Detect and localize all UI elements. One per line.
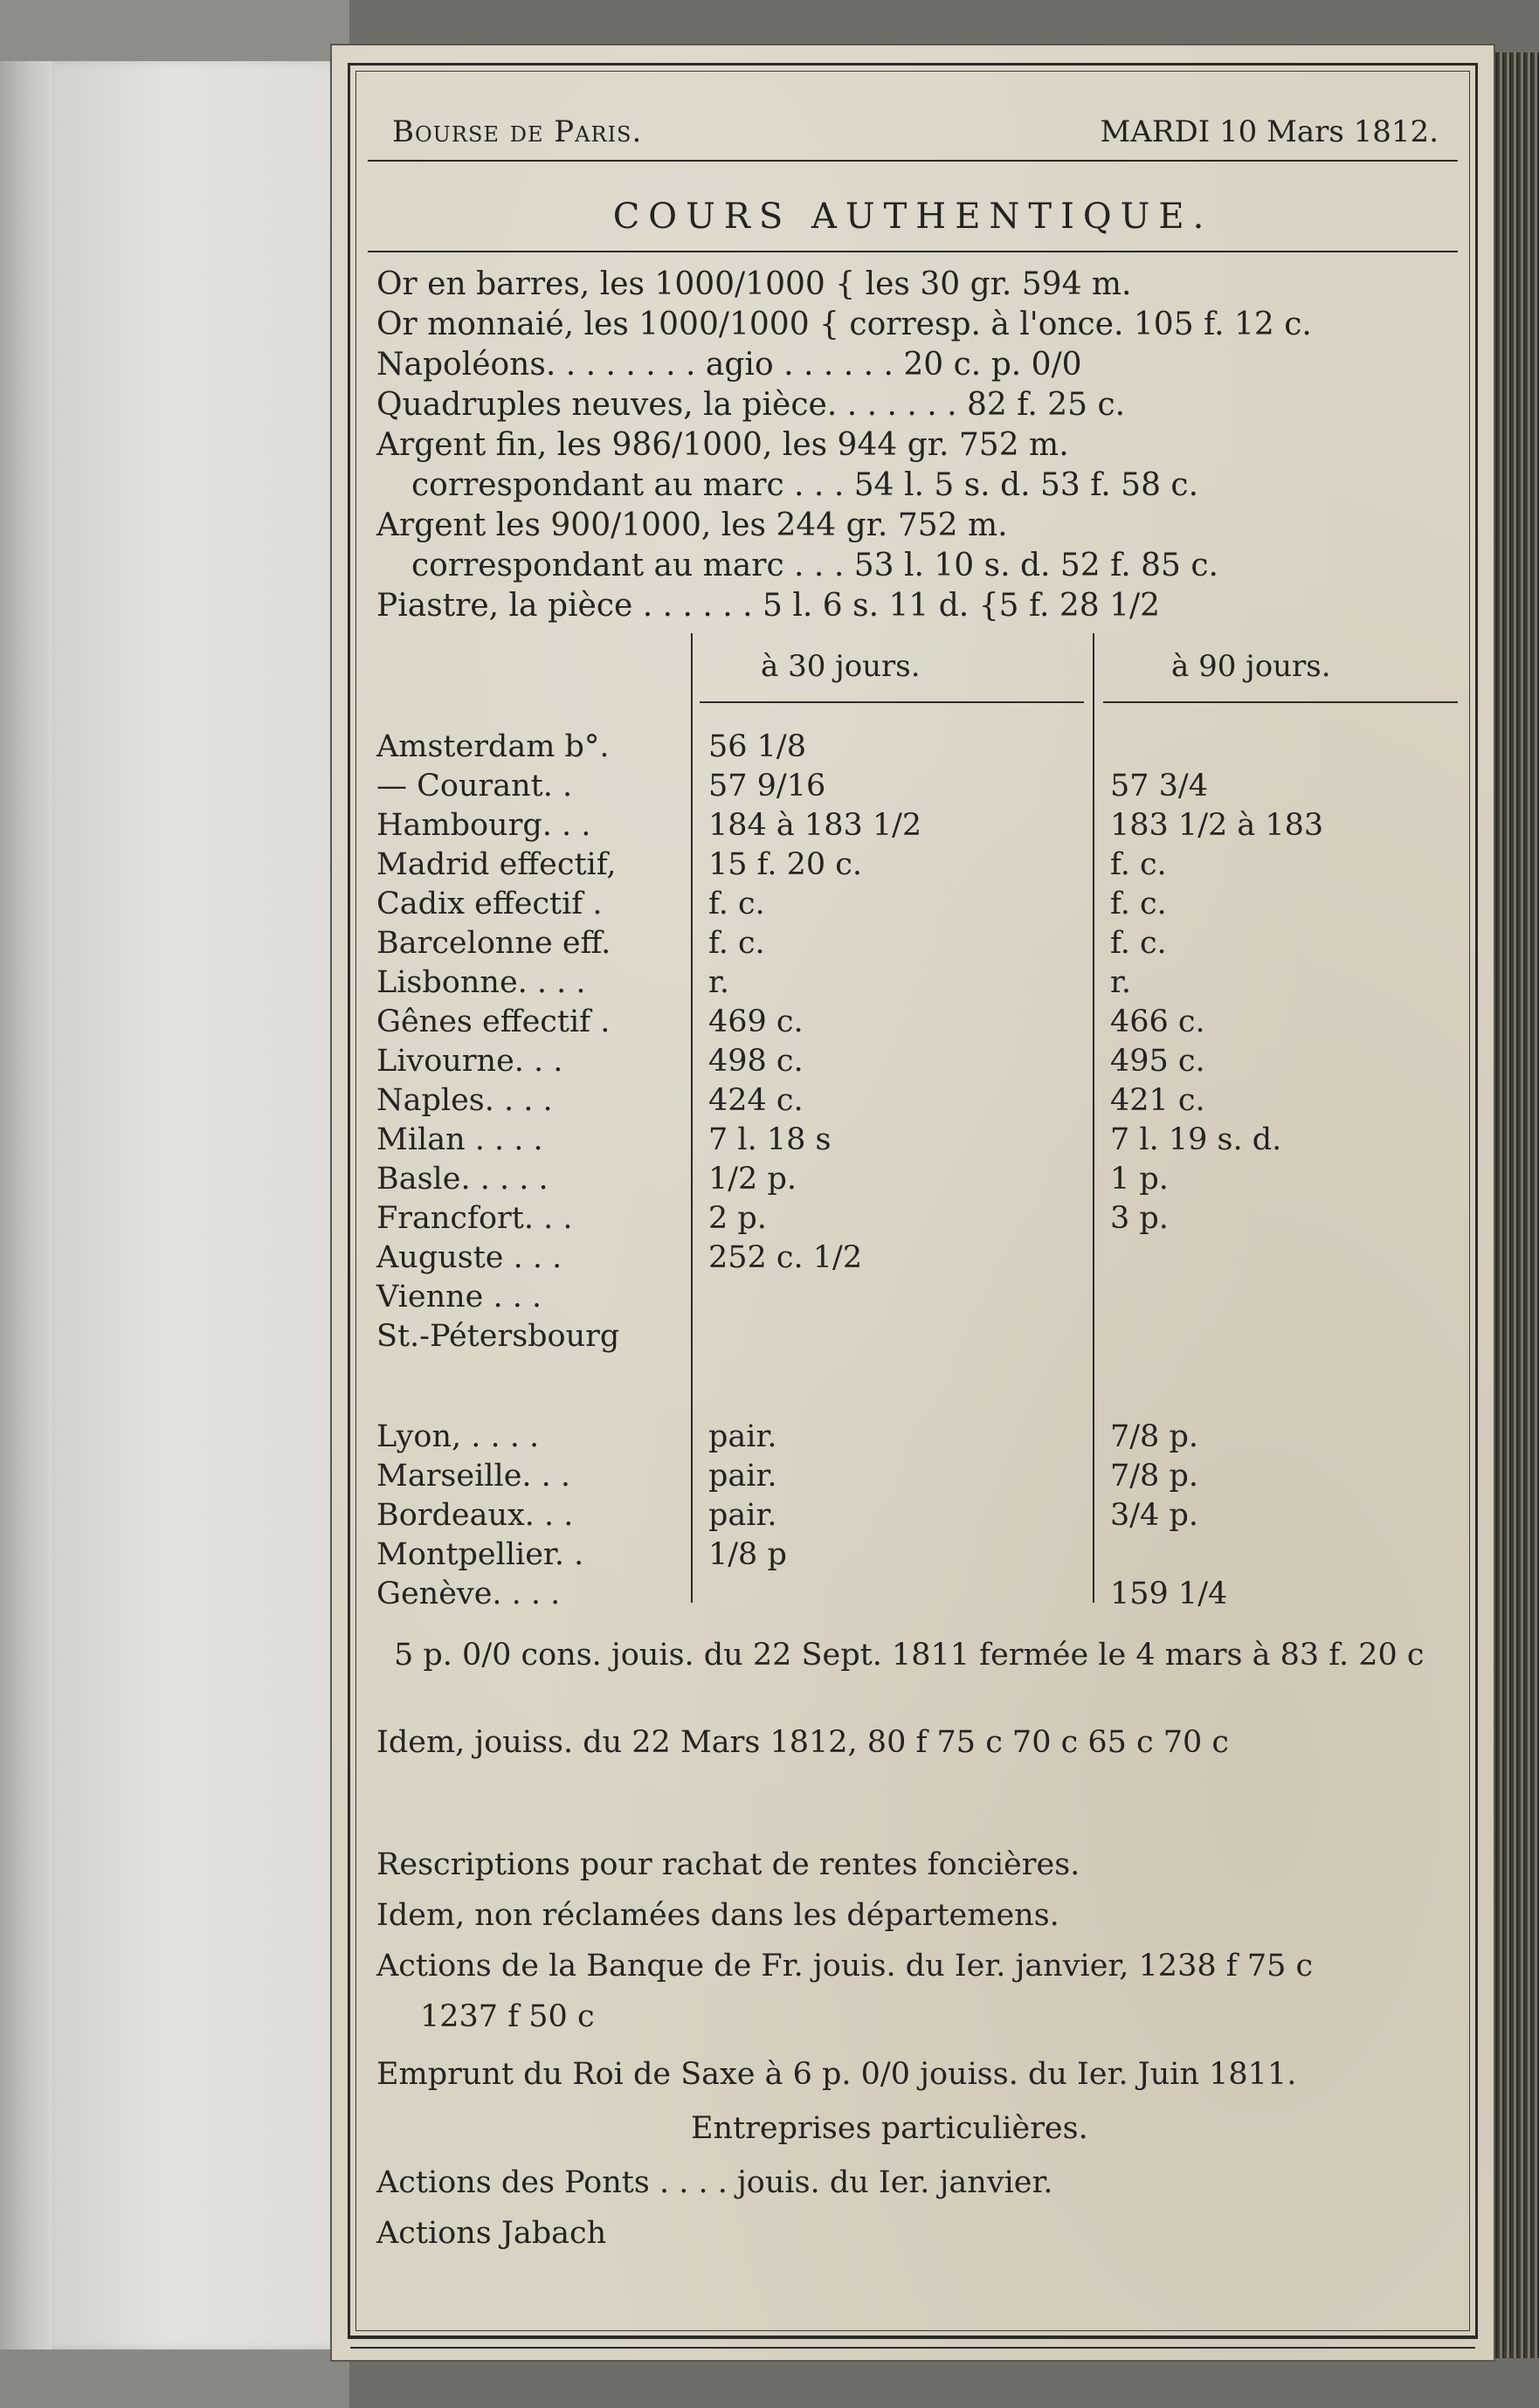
exchange-place: — Courant. . — [376, 769, 573, 804]
exchange-place: Basle. . . . . — [376, 1162, 549, 1197]
header-left: Bourse de Paris. — [392, 114, 643, 149]
domestic-rate-90: 7/8 p. — [1110, 1459, 1198, 1494]
rate-90: f. c. — [1110, 887, 1167, 921]
metal-line: Argent les 900/1000, les 244 gr. 752 m. — [376, 507, 1008, 543]
rate-30: 56 1/8 — [708, 729, 806, 764]
rate-30: f. c. — [708, 887, 765, 921]
domestic-rate-90: 3/4 p. — [1110, 1498, 1198, 1533]
exchange-place: Livourne. . . — [376, 1044, 563, 1079]
exchange-place: Milan . . . . — [376, 1122, 543, 1157]
emprunt-line: Emprunt du Roi de Saxe à 6 p. 0/0 jouiss. du Ier. Juin 1811. — [376, 2057, 1297, 2092]
domestic-rate-30: pair. — [708, 1459, 777, 1494]
header-right: MARDI 10 Mars 1812. — [1100, 114, 1439, 149]
domestic-rate-30: pair. — [708, 1498, 777, 1533]
rate-90: f. c. — [1110, 926, 1167, 961]
domestic-rate-30: 1/8 p — [708, 1537, 787, 1572]
metal-line: Or en barres, les 1000/1000 { les 30 gr. 594 m. — [376, 266, 1132, 302]
metal-line: Or monnaié, les 1000/1000 { corresp. à l'once. 105 f. 12 c. — [376, 307, 1312, 342]
rate-90: 3 p. — [1110, 1201, 1169, 1236]
exchange-place: Lisbonne. . . . — [376, 965, 586, 1000]
rate-90: 57 3/4 — [1110, 769, 1208, 804]
domestic-place: Montpellier. . — [376, 1537, 584, 1572]
rate-30: 184 à 183 1/2 — [708, 808, 922, 843]
idem-line: Idem, non réclamées dans les départemens. — [376, 1898, 1059, 1933]
metal-line: Piastre, la pièce . . . . . . 5 l. 6 s. 11 d. {5 f. 28 1/2 — [376, 588, 1161, 624]
banque-line: Actions de la Banque de Fr. jouis. du Ier. janvier, 1238 f 75 c — [376, 1949, 1314, 1984]
rate-90: 466 c. — [1110, 1004, 1205, 1039]
blank-flyleaf — [52, 61, 341, 2349]
jabach-line: Actions Jabach — [376, 2216, 607, 2251]
col2-rule — [1103, 701, 1458, 703]
exchange-place: Naples. . . . — [376, 1083, 553, 1118]
rate-30: 57 9/16 — [708, 769, 826, 804]
page-frame — [348, 63, 1478, 2339]
metal-line: correspondant au marc . . . 53 l. 10 s. d. 52 f. 85 c. — [411, 548, 1218, 583]
exchange-place: Madrid effectif, — [376, 847, 617, 882]
rate-90: 495 c. — [1110, 1044, 1205, 1079]
ponts-line: Actions des Ponts . . . . jouis. du Ier. janvier. — [376, 2165, 1053, 2200]
book-gutter — [0, 0, 52, 2408]
domestic-rate-30: pair. — [708, 1419, 777, 1454]
rate-30: 2 p. — [708, 1201, 767, 1236]
page-title: COURS AUTHENTIQUE. — [612, 197, 1213, 237]
banque-line-cont: 1237 f 50 c — [420, 1999, 595, 2034]
exchange-place: Auguste . . . — [376, 1240, 562, 1275]
exchange-place: Vienne . . . — [376, 1280, 542, 1314]
metal-line: Napoléons. . . . . . . . agio . . . . . . 20 c. p. 0/0 — [376, 347, 1082, 383]
rate-90: r. — [1110, 965, 1132, 1000]
domestic-place: Marseille. . . — [376, 1459, 571, 1494]
document-page — [332, 45, 1494, 2360]
exchange-place: Barcelonne eff. — [376, 926, 611, 961]
table-divider-right — [1093, 633, 1094, 1603]
domestic-place: Genève. . . . — [376, 1577, 561, 1611]
domestic-place: Lyon, . . . . — [376, 1419, 540, 1454]
background-top — [0, 0, 349, 61]
exchange-place: Cadix effectif . — [376, 887, 603, 921]
rate-30: f. c. — [708, 926, 765, 961]
rate-90: 183 1/2 à 183 — [1110, 808, 1324, 843]
rente-idem-line: Idem, jouiss. du 22 Mars 1812, 80 f 75 c 70 c 65 c 70 c — [376, 1725, 1229, 1760]
column-header-30: à 30 jours. — [761, 649, 921, 684]
title-rule — [368, 251, 1458, 252]
bottom-rule — [350, 2336, 1475, 2349]
rescriptions-line: Rescriptions pour rachat de rentes foncières. — [376, 1847, 1080, 1882]
rate-30: 7 l. 18 s — [708, 1122, 832, 1157]
metal-line: Argent fin, les 986/1000, les 944 gr. 752 m. — [376, 427, 1069, 463]
exchange-place: Amsterdam b°. — [376, 729, 610, 764]
rate-30: 15 f. 20 c. — [708, 847, 863, 882]
metal-line: Quadruples neuves, la pièce. . . . . . . 82 f. 25 c. — [376, 387, 1126, 423]
col1-rule — [700, 701, 1084, 703]
rate-30: 252 c. 1/2 — [708, 1240, 863, 1275]
rate-30: r. — [708, 965, 730, 1000]
exchange-place: Gênes effectif . — [376, 1004, 611, 1039]
rate-90: 7 l. 19 s. d. — [1110, 1122, 1282, 1157]
rate-30: 424 c. — [708, 1083, 804, 1118]
exchange-place: St.-Pétersbourg — [376, 1319, 620, 1354]
table-divider-left — [691, 633, 693, 1603]
background-bottom — [0, 2349, 349, 2408]
column-header-90: à 90 jours. — [1171, 649, 1331, 684]
rente-line: 5 p. 0/0 cons. jouis. du 22 Sept. 1811 fermée le 4 mars à 83 f. 20 c — [394, 1638, 1425, 1673]
exchange-place: Hambourg. . . — [376, 808, 591, 843]
entreprises-heading: Entreprises particulières. — [691, 2111, 1088, 2146]
rate-30: 1/2 p. — [708, 1162, 797, 1197]
rate-30: 469 c. — [708, 1004, 804, 1039]
rate-90: 421 c. — [1110, 1083, 1205, 1118]
exchange-place: Francfort. . . — [376, 1201, 573, 1236]
rate-90: 1 p. — [1110, 1162, 1169, 1197]
domestic-rate-90: 7/8 p. — [1110, 1419, 1198, 1454]
header-rule — [368, 160, 1458, 162]
metal-line: correspondant au marc . . . 54 l. 5 s. d. 53 f. 58 c. — [411, 467, 1199, 503]
domestic-rate-90: 159 1/4 — [1110, 1577, 1228, 1611]
rate-30: 498 c. — [708, 1044, 804, 1079]
domestic-place: Bordeaux. . . — [376, 1498, 574, 1533]
rate-90: f. c. — [1110, 847, 1167, 882]
